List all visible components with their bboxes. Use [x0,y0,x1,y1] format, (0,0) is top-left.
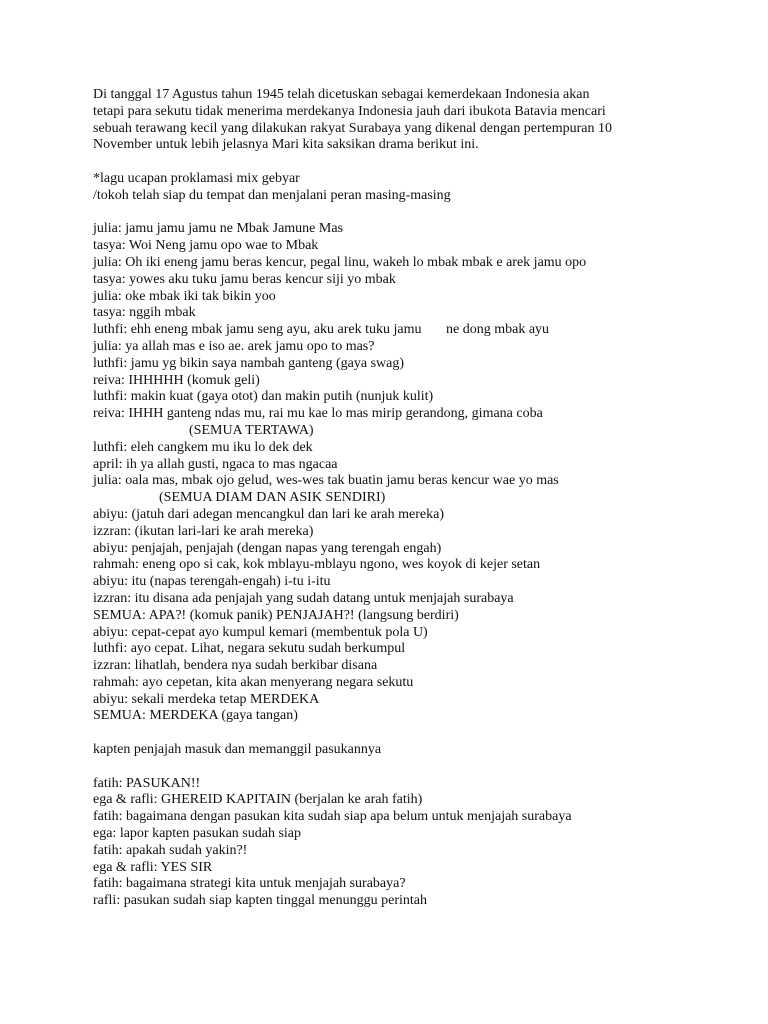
intro-line: November untuk lebih jelasnya Mari kita saksikan drama berikut ini. [93,137,479,153]
dialogue-scene-kapten [93,776,733,910]
scene-transition: kapten penjajah masuk dan memanggil pasukannya [93,742,382,758]
intro-line: sebuah terawang kecil yang dilakukan rakyat Surabaya yang dikenal dengan pertempuran 10 [93,120,612,136]
dialogue-line: ega: lapor kapten pasukan sudah siap [93,826,301,842]
dialogue-line: luthfi: jamu yg bikin saya nambah ganteng (gaya swag) [93,355,405,371]
dialogue-line: rahmah: ayo cepetan, kita akan menyerang negara sekutu [93,674,414,690]
stage-direction: (SEMUA TERTAWA) [189,422,314,438]
dialogue-line: ega & rafli: YES SIR [93,859,213,875]
blank-line [93,154,733,171]
dialogue-line: abiyu: sekali merdeka tetap MERDEKA [93,691,320,707]
intro-line: tetapi para sekutu tidak menerima merdekanya Indonesia jauh dari ibukota Batavia mencari [93,103,606,119]
dialogue-line: fatih: bagaimana strategi kita untuk menjajah surabaya? [93,876,406,892]
dialogue-line: rafli: pasukan sudah siap kapten tinggal menunggu perintah [93,893,427,909]
dialogue-line: julia: ya allah mas e iso ae. arek jamu opo to mas? [93,338,375,354]
note-line: *lagu ucapan proklamasi mix gebyar [93,170,300,186]
dialogue-line: SEMUA: APA?! (komuk panik) PENJAJAH?! (langsung berdiri) [93,607,459,623]
dialogue-line: fatih: bagaimana dengan pasukan kita sudah siap apa belum untuk menjajah surabaya [93,809,572,825]
dialogue-line: julia: oala mas, mbak ojo gelud, wes-wes tak buatin jamu beras kencur wae yo mas [93,473,559,489]
dialogue-scene-jamu [93,221,733,507]
dialogue-line: julia: Oh iki eneng jamu beras kencur, pegal linu, wakeh lo mbak mbak e arek jamu opo [93,254,587,270]
dialogue-scene-penjajah [93,507,733,725]
dialogue-line: ega & rafli: GHEREID KAPITAIN (berjalan ke arah fatih) [93,792,423,808]
dialogue-line: luthfi: makin kuat (gaya otot) dan makin putih (nunjuk kulit) [93,389,434,405]
stage-direction: (SEMUA DIAM DAN ASIK SENDIRI) [159,490,386,506]
dialogue-line: tasya: nggih mbak [93,305,196,321]
dialogue-line: abiyu: itu (napas terengah-engah) i-tu i-itu [93,574,331,590]
dialogue-line: abiyu: (jatuh dari adegan mencangkul dan lari ke arah mereka) [93,506,445,522]
intro-paragraph [93,87,733,154]
note-line: /tokoh telah siap du tempat dan menjalani peran masing-masing [93,187,451,203]
dialogue-line: rahmah: eneng opo si cak, kok mblayu-mblayu ngono, wes koyok di kejer setan [93,557,541,573]
dialogue-line: reiva: IHHHHH (komuk geli) [93,372,260,388]
dialogue-line: abiyu: penjajah, penjajah (dengan napas yang terengah engah) [93,540,442,556]
script-document [93,87,733,910]
dialogue-line: luthfi: ayo cepat. Lihat, negara sekutu sudah berkumpul [93,641,406,657]
dialogue-line: tasya: Woi Neng jamu opo wae to Mbak [93,238,319,254]
dialogue-line: izzran: lihatlah, bendera nya sudah berkibar disana [93,658,378,674]
production-notes [93,171,733,205]
intro-line: Di tanggal 17 Agustus tahun 1945 telah dicetuskan sebagai kemerdekaan Indonesia akan [93,87,590,102]
blank-line [93,205,733,222]
dialogue-line: julia: oke mbak iki tak bikin yoo [93,288,276,304]
blank-line [93,759,733,776]
dialogue-line: izzran: itu disana ada penjajah yang sudah datang untuk menjajah surabaya [93,590,514,606]
dialogue-line: izzran: (ikutan lari-lari ke arah mereka) [93,523,314,539]
dialogue-line: reiva: IHHH ganteng ndas mu, rai mu kae lo mas mirip gerandong, gimana coba [93,406,543,422]
dialogue-line: SEMUA: MERDEKA (gaya tangan) [93,708,298,724]
dialogue-line: luthfi: eleh cangkem mu iku lo dek dek [93,439,313,455]
dialogue-line: julia: jamu jamu jamu ne Mbak Jamune Mas [93,221,344,237]
dialogue-line: fatih: apakah sudah yakin?! [93,842,248,858]
dialogue-line: abiyu: cepat-cepat ayo kumpul kemari (membentuk pola U) [93,624,428,640]
dialogue-line: tasya: yowes aku tuku jamu beras kencur siji yo mbak [93,271,396,287]
dialogue-line: luthfi: ehh eneng mbak jamu seng ayu, aku arek tuku jamu ne dong mbak ayu [93,322,550,338]
dialogue-line: april: ih ya allah gusti, ngaca to mas ngacaa [93,456,338,472]
dialogue-line: fatih: PASUKAN!! [93,775,201,791]
blank-line [93,725,733,742]
